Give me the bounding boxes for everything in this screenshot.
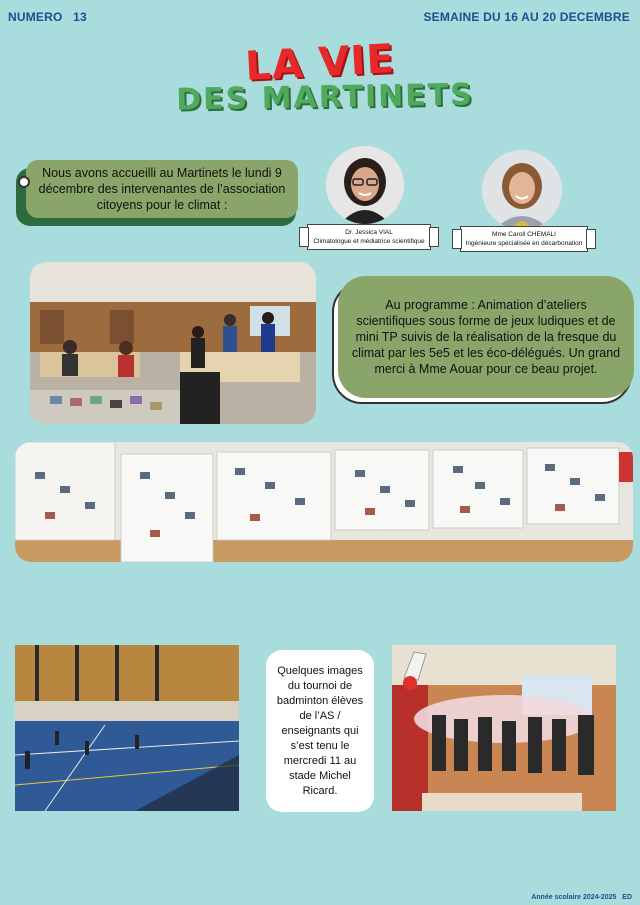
speaker-role: Ingénieure spécialisée en décarbonation (465, 240, 583, 247)
shuttlecock-decoration (396, 648, 436, 692)
intro-text: Nous avons accueilli au Martinets le lundi 9 décembre des intervenantes de l’association citoyens pour le climat : (26, 160, 298, 218)
speaker-portrait-chemali (482, 150, 562, 230)
badminton-text: Quelques images du tournoi de badminton élèves de l’AS / enseignants qui s’est tenu le mercredi 11 au stade Michel Ricard. (266, 650, 374, 812)
speaker-portrait-vial (326, 146, 404, 224)
badminton-gym-photo (15, 645, 239, 811)
newsletter-title-line1: LA VIE (244, 36, 396, 90)
workshop-photo (30, 262, 316, 424)
issue-number: NUMERO 13 (8, 10, 87, 24)
speaker-role: Climatologue et médiatrice scientifique (313, 238, 425, 245)
pin-decoration (18, 176, 30, 188)
speaker-name: Dr. Jessica VIAL (345, 229, 393, 236)
climate-fresco-photo (15, 442, 633, 562)
speaker-nametag-vial (307, 224, 431, 250)
newsletter-title-line2: DES MARTINETS (175, 77, 475, 118)
week-range: SEMAINE DU 16 AU 20 DECEMBRE (423, 10, 630, 24)
speaker-nametag-chemali (460, 226, 588, 252)
school-year-footer: Année scolaire 2024-2025 ED (531, 894, 632, 901)
program-text: Au programme : Animation d’ateliers scientifiques sous forme de jeux ludiques et de mini TP suivis de la réalisation de la fresque du climat par les 5e5 et les éco-délégués. Un grand merci à Mme Aouar pour ce beau projet. (338, 276, 634, 398)
speaker-name: Mme Caroll CHEMALI (492, 231, 556, 238)
